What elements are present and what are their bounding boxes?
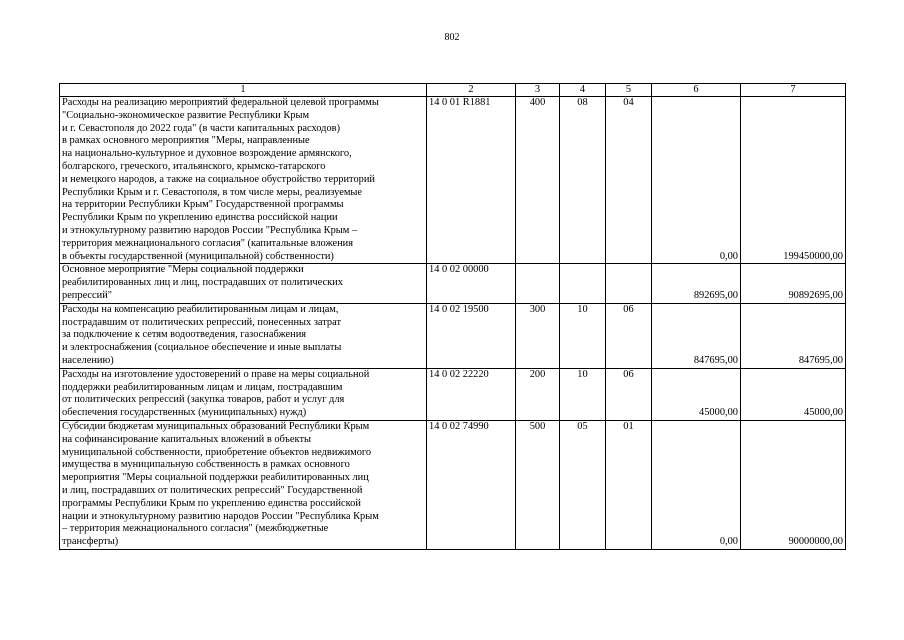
- description-line: болгарского, греческого, итальянского, крымско-татарского: [62, 160, 326, 172]
- table-row: [60, 420, 846, 549]
- description-line: репрессий": [62, 289, 113, 301]
- row-description: [60, 368, 427, 420]
- description-line: мероприятия "Меры социальной поддержки реабилитированных лиц: [62, 472, 369, 484]
- row-col-4: 10: [560, 368, 606, 420]
- column-header-3: 3: [516, 84, 560, 97]
- row-col-4: 08: [560, 97, 606, 264]
- row-code: 14 0 01 R1881: [427, 97, 516, 264]
- description-line: трансферты): [62, 536, 119, 548]
- description-line: и этнокультурному развитию народов России "Республика Крым –: [62, 224, 358, 236]
- row-amount-6: 45000,00: [652, 368, 741, 420]
- description-line: населению): [62, 354, 114, 366]
- column-header-5: 5: [606, 84, 652, 97]
- description-line: Основное мероприятие "Меры социальной поддержки: [62, 264, 304, 276]
- description-line: Субсидии бюджетам муниципальных образований Республики Крым: [62, 420, 370, 432]
- budget-table: [59, 83, 846, 550]
- column-header-6: 6: [652, 84, 741, 97]
- description-line: от политических репрессий (закупка товаров, работ и услуг для: [62, 394, 345, 406]
- description-line: Расходы на изготовление удостоверений о праве на меры социальной: [62, 368, 370, 380]
- row-col-5: 06: [606, 303, 652, 368]
- description-line: – территория межнационального согласия" (межбюджетные: [62, 523, 329, 535]
- row-col-3: 200: [516, 368, 560, 420]
- row-amount-7: 90000000,00: [741, 420, 846, 549]
- row-col-5: 06: [606, 368, 652, 420]
- description-line: программы Республики Крым по укреплению единства российской: [62, 497, 361, 509]
- row-code: 14 0 02 19500: [427, 303, 516, 368]
- row-code: 14 0 02 22220: [427, 368, 516, 420]
- row-description: [60, 303, 427, 368]
- description-line: имущества в муниципальную собственность в рамках основного: [62, 459, 350, 471]
- description-line: территория межнационального согласия" (капитальные вложения: [62, 237, 353, 249]
- row-amount-6: 847695,00: [652, 303, 741, 368]
- row-col-4: [560, 264, 606, 303]
- row-col-4: 10: [560, 303, 606, 368]
- description-line: и немецкого народов, а также на социальное обустройство территорий: [62, 173, 375, 185]
- row-amount-6: 0,00: [652, 420, 741, 549]
- description-line: Республики Крым по укреплению единства российской нации: [62, 212, 338, 224]
- row-col-4: 05: [560, 420, 606, 549]
- table-row: [60, 303, 846, 368]
- column-header-4: 4: [560, 84, 606, 97]
- row-code: 14 0 02 00000: [427, 264, 516, 303]
- row-amount-7: 45000,00: [741, 368, 846, 420]
- row-description: [60, 420, 427, 549]
- description-line: в рамках основного мероприятия "Меры, направленные: [62, 135, 310, 147]
- row-col-3: [516, 264, 560, 303]
- description-line: пострадавшим от политических репрессий, понесенных затрат: [62, 316, 342, 328]
- row-code: 14 0 02 74990: [427, 420, 516, 549]
- table-row: [60, 368, 846, 420]
- description-line: поддержки реабилитированным лицам и лицам, пострадавшим: [62, 381, 343, 393]
- column-header-2: 2: [427, 84, 516, 97]
- row-amount-6: 0,00: [652, 97, 741, 264]
- row-col-5: [606, 264, 652, 303]
- description-line: на территории Республики Крым" Государственной программы: [62, 199, 344, 211]
- description-line: Расходы на компенсацию реабилитированным лицам и лицам,: [62, 303, 339, 315]
- table-row: [60, 97, 846, 264]
- description-line: на национально-культурное и духовное возрождение армянского,: [62, 148, 352, 160]
- row-amount-7: 847695,00: [741, 303, 846, 368]
- row-description: [60, 97, 427, 264]
- row-col-3: 300: [516, 303, 560, 368]
- description-line: "Социально-экономическое развитие Республики Крым: [62, 109, 310, 121]
- column-header-7: 7: [741, 84, 846, 97]
- row-col-3: 400: [516, 97, 560, 264]
- description-line: на софинансирование капитальных вложений в объекты: [62, 433, 311, 445]
- row-col-5: 04: [606, 97, 652, 264]
- description-line: в объекты государственной (муниципальной) собственности): [62, 250, 334, 262]
- description-line: и лиц, пострадавших от политических репрессий" Государственной: [62, 484, 363, 496]
- description-line: обеспечения государственных (муниципальных) нужд): [62, 407, 307, 419]
- column-header-1: 1: [60, 84, 427, 97]
- table-row: [60, 264, 846, 303]
- description-line: нации и этнокультурному развитию народов России "Республика Крым: [62, 510, 379, 522]
- row-col-5: 01: [606, 420, 652, 549]
- row-description: [60, 264, 427, 303]
- row-col-3: 500: [516, 420, 560, 549]
- description-line: Расходы на реализацию мероприятий федеральной целевой программы: [62, 97, 379, 108]
- page-number: 802: [444, 32, 460, 43]
- description-line: муниципальной собственности, приобретение объектов недвижимого: [62, 446, 372, 458]
- description-line: реабилитированных лиц и лиц, пострадавших от политических: [62, 277, 343, 289]
- description-line: и электроснабжения (социальное обеспечение и иные выплаты: [62, 342, 342, 354]
- row-amount-7: 199450000,00: [741, 97, 846, 264]
- row-amount-6: 892695,00: [652, 264, 741, 303]
- description-line: и г. Севастополя до 2022 года" (в части капитальных расходов): [62, 122, 341, 134]
- row-amount-7: 90892695,00: [741, 264, 846, 303]
- description-line: за подключение к сетям водоотведения, газоснабжения: [62, 329, 307, 341]
- description-line: Республики Крым и г. Севастополя, в том числе меры, реализуемые: [62, 186, 363, 198]
- table-header-row: [60, 84, 846, 97]
